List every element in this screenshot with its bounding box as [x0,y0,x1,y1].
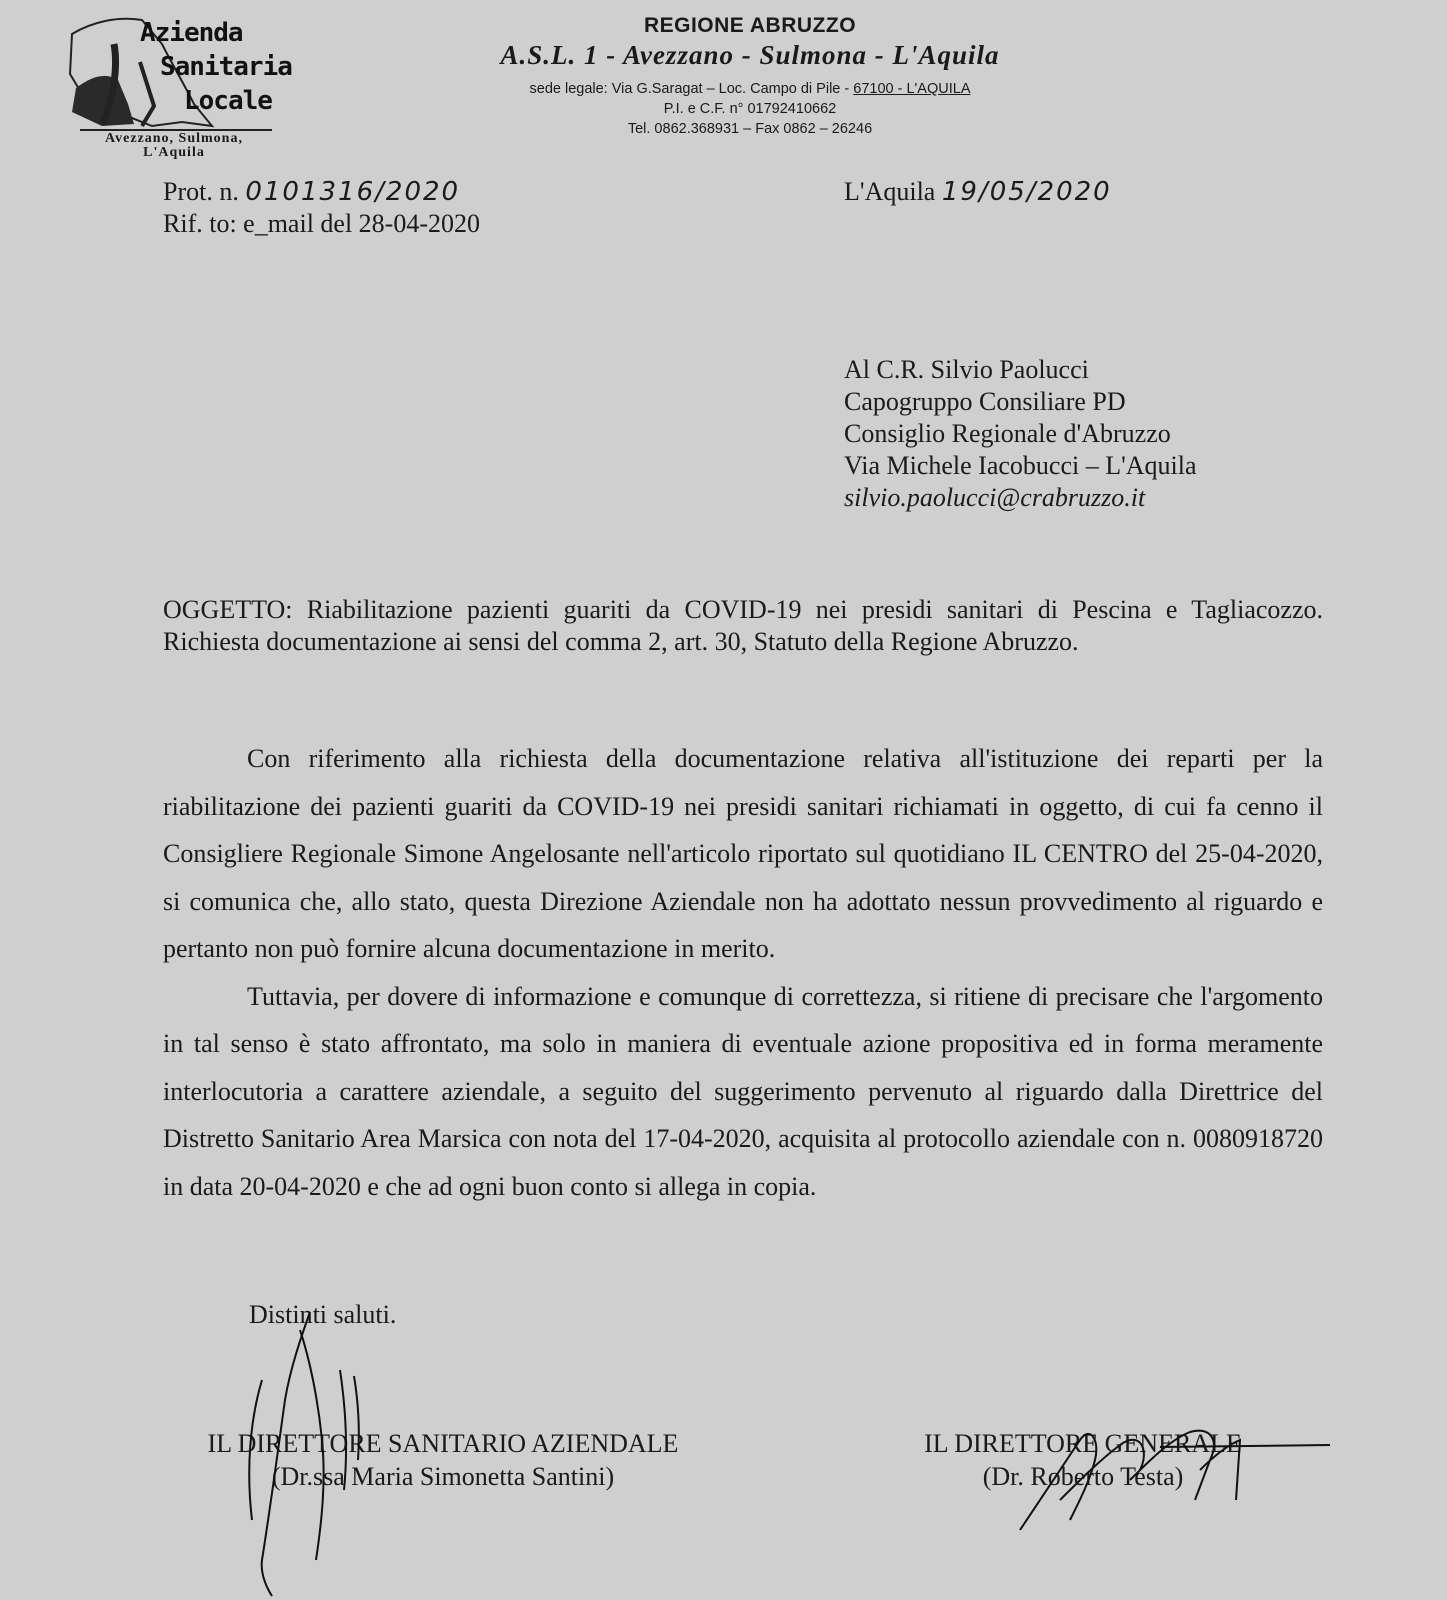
signature-right [1020,1431,1330,1530]
date-place: L'Aquila [844,177,936,206]
protocol-number-handwritten: 0101316/2020 [245,177,461,207]
signatory-left-title: IL DIRETTORE SANITARIO AZIENDALE [207,1429,679,1458]
legal-address-text: sede legale: Via G.Saragat – Loc. Campo di Pile - [529,81,854,97]
signatory-right-name: (Dr. Roberto Testa) [982,1462,1184,1491]
signatory-left-name: (Dr.ssa Maria Simonetta Santini) [271,1462,615,1491]
recipient-line1: Al C.R. Silvio Paolucci [844,355,1089,384]
region-name: REGIONE ABRUZZO [643,14,857,37]
recipient-line4: Via Michele Iacobucci – L'Aquila [844,451,1197,480]
asl-name: A.S.L. 1 - Avezzano - Sulmona - L'Aquila [500,40,1000,70]
signature-left [249,1312,359,1596]
logo-text-locale: Locale [184,86,272,116]
body-paragraph-1: Con riferimento alla richiesta della documentazione relativa all'istituzione dei reparti per la riabilitazione dei pazienti guariti da COVID-19 nei presidi sanitari richiamati in oggetto, di cui fa cenno il Consigliere Regionale Simone Angelosante nell'articolo riportato sul quotidiano IL CENTRO del 25-04-2020, si comunica che, allo stato, questa Direzione Aziendale non ha adottato nessun provvedimento al riguardo e pertanto non può fornire alcuna documentazione in merito. [163,744,1323,963]
body-paragraph-2: Tuttavia, per dovere di informazione e comunque di correttezza, si ritiene di precisare che l'argomento in tal senso è stato affrontato, ma solo in maniera di eventuale azione propositiva ed in forma meramente interlocutoria a carattere aziendale, a seguito del suggerimento pervenuto al riguardo dalla Direttrice del Distretto Sanitario Area Marsica con nota del 17-04-2020, acquisita al protocollo aziendale con n. 0080918720 in data 20-04-2020 e che ad ogni buon conto si allega in copia. [163,981,1323,1201]
closing-greeting: Distinti saluti. [249,1300,397,1329]
logo-text-sanitaria: Sanitaria [160,52,292,82]
vat-number: P.I. e C.F. n° 01792410662 [663,101,837,117]
reference-line: Rif. to: e_mail del 28-04-2020 [163,209,481,238]
recipient-line3: Consiglio Regionale d'Abruzzo [844,419,1171,448]
protocol-label: Prot. n. [163,177,239,206]
logo-text-azienda: Azienda [140,18,243,48]
subject: OGGETTO: Riabilitazione pazienti guariti da COVID-19 nei presidi sanitari di Pescina e Tagliacozzo. Richiesta documentazione ai sensi del comma 2, art. 30, Statuto della Regione Abruzzo. [163,595,1323,656]
recipient-email: silvio.paolucci@crabruzzo.it [844,483,1146,512]
signatory-right-title: IL DIRETTORE GENERALE [924,1429,1242,1458]
phone-fax: Tel. 0862.368931 – Fax 0862 – 26246 [627,121,873,137]
logo-subtitle-line2: L'Aquila [143,145,205,160]
legal-address-postcode: 67100 - L'AQUILA [853,81,971,97]
date-handwritten: 19/05/2020 [941,177,1112,207]
logo-subtitle-line1: Avezzano, Sulmona, [105,131,243,146]
recipient-line2: Capogruppo Consiliare PD [844,387,1126,416]
